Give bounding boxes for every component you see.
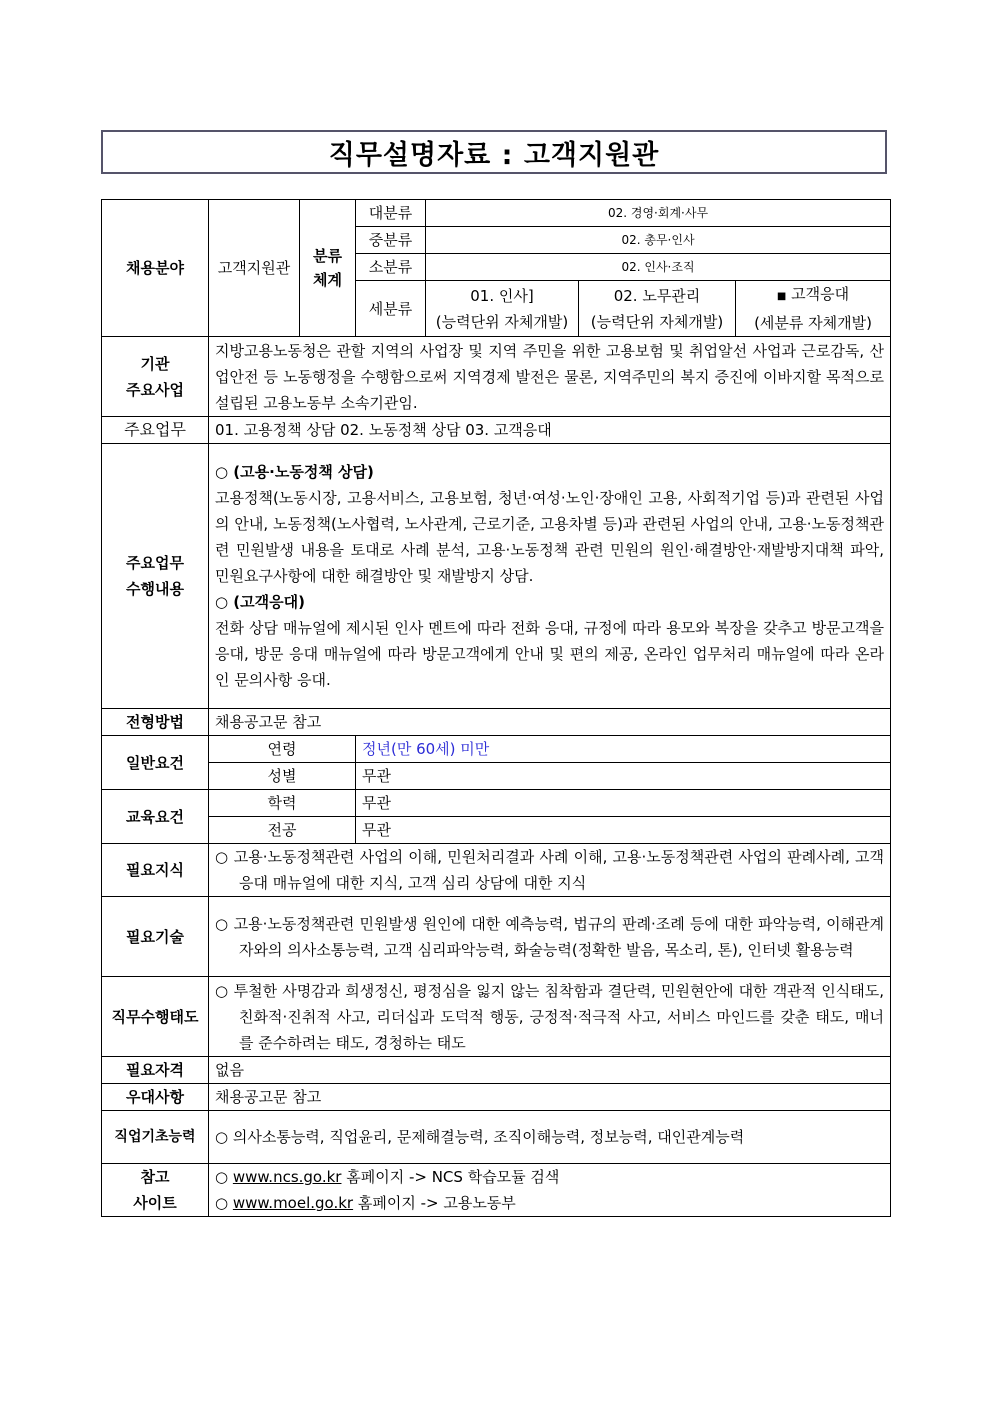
knowledge-text: ○ 고용·노동정책관련 사업의 이해, 민원처리결과 사례 이해, 고용·노동정책관련 사업의 판례사례, 고객응대 매뉴얼에 대한 지식, 고객 심리 상담에 대한 지식 (215, 848, 885, 892)
age-label: 연령 (209, 736, 356, 763)
minor-class-value: 02. 인사·조직 (426, 254, 891, 281)
ncs-link-suffix: 홈페이지 -> NCS 학습모듈 검색 (341, 1168, 560, 1186)
skill-cell (209, 897, 891, 977)
minor-class-label: 소분류 (356, 254, 426, 281)
qualification-label: 필요자격 (102, 1057, 209, 1084)
org-business-row (102, 337, 891, 417)
ncs-link[interactable]: www.ncs.go.kr (232, 1168, 342, 1186)
classification-label-line2: 체계 (313, 271, 342, 289)
major-class-label: 대분류 (356, 200, 426, 227)
major-class-value: 02. 경영·회계·사무 (426, 200, 891, 227)
duty-detail-label (102, 444, 209, 709)
main-duty-label: 주요업무 (102, 417, 209, 444)
org-business-label-line2: 주요사업 (126, 380, 184, 399)
document-title-box (101, 130, 887, 174)
general-age-row (102, 736, 891, 763)
duty-detail-row (102, 444, 891, 709)
major-label: 전공 (209, 817, 356, 844)
preference-text: 채용공고문 참고 (209, 1084, 891, 1111)
duty-detail-policy-text: 고용정책(노동시장, 고용서비스, 고용보험, 청년·여성·노인·장애인 고용, 사회적기업 등)과 관련된 사업의 안내, 노동정책(노사협력, 노사관계, 근로기준, 고용차별 등)과 관련된 사업의 안내, 고용·노동정책관련 민원발생 내용을 토대로 사례 분석, 고용·노동정책 관련 민원의 원인·해결방안·재발방지대책 파악, 민원요구사항에 대한 해결방안 및 재발방지 상담. (215, 489, 885, 585)
skill-row (102, 897, 891, 977)
moel-link-suffix: 홈페이지 -> 고용노동부 (353, 1194, 516, 1212)
middle-class-value: 02. 총무·인사 (426, 227, 891, 254)
preference-label: 우대사항 (102, 1084, 209, 1111)
basic-competency-label: 직업기초능력 (102, 1111, 209, 1164)
reference-item-moel (215, 1190, 884, 1216)
attitude-text: ○ 투철한 사명감과 희생정신, 평정심을 잃지 않는 침착함과 결단력, 민원현안에 대한 객관적 인식태도, 친화적·진취적 사고, 리더십과 도덕적 행동, 긍정적·적극적 사고, 서비스 마인드를 갖춘 태도, 매너를 준수하려는 태도, 경청하는 태도 (215, 981, 885, 1052)
reference-label-line2: 사이트 (133, 1194, 177, 1212)
reference-bullet: ○ (215, 1168, 229, 1186)
general-sex-row (102, 763, 891, 790)
moel-link[interactable]: www.moel.go.kr (232, 1194, 354, 1212)
selected-square-icon: ■ (776, 291, 787, 302)
knowledge-label: 필요지식 (102, 844, 209, 897)
detail-class-customer-note: (세분류 자체개발) (754, 314, 872, 332)
attitude-cell (209, 977, 891, 1057)
duty-detail-label-line2: 수행내용 (126, 580, 184, 598)
selection-text: 채용공고문 참고 (209, 709, 891, 736)
reference-bullet: ○ (215, 1194, 229, 1212)
skill-label: 필요기술 (102, 897, 209, 977)
detail-class-hr-name: 01. 인사] (470, 286, 534, 305)
main-duty-text: 01. 고용정책 상담 02. 노동정책 상담 03. 고객응대 (209, 417, 891, 444)
general-label: 일반요건 (102, 736, 209, 790)
classification-label-line1: 분류 (313, 247, 342, 265)
qualification-text: 없음 (209, 1057, 891, 1084)
sex-label: 성별 (209, 763, 356, 790)
field-label: 채용분야 (102, 200, 209, 337)
detail-class-customer (736, 281, 891, 337)
duty-detail-label-line1: 주요업무 (126, 554, 184, 572)
age-value: 정년(만 60세) 미만 (356, 736, 891, 763)
education-label: 교육요건 (102, 790, 209, 844)
duty-detail-heading-policy: ○ (고용·노동정책 상담) (215, 463, 374, 481)
field-value: 고객지원관 (209, 200, 300, 337)
main-duty-row (102, 417, 891, 444)
duty-detail-heading-customer: ○ (고객응대) (215, 593, 305, 611)
qualification-row (102, 1057, 891, 1084)
degree-label: 학력 (209, 790, 356, 817)
basic-competency-row (102, 1111, 891, 1164)
detail-class-hr-note: (능력단위 자체개발) (435, 312, 569, 331)
detail-class-customer-name: 고객응대 (791, 285, 850, 303)
middle-class-label: 중분류 (356, 227, 426, 254)
preference-row (102, 1084, 891, 1111)
job-description-table (101, 199, 891, 1217)
reference-label-line1: 참고 (140, 1168, 170, 1186)
degree-value: 무관 (356, 790, 891, 817)
detail-class-labor (579, 281, 736, 337)
detail-class-labor-note: (능력단위 자체개발) (590, 312, 724, 331)
duty-detail-customer-text: 전화 상담 매뉴얼에 제시된 인사 멘트에 따라 전화 응대, 규정에 따라 용모와 복장을 갖추고 방문고객을 응대, 방문 응대 매뉴얼에 따라 방문고객에게 안내 및 편의 제공, 온라인 업무처리 매뉴얼에 따라 온라인 문의사항 응대. (215, 619, 885, 689)
attitude-row (102, 977, 891, 1057)
knowledge-cell (209, 844, 891, 897)
selection-label: 전형방법 (102, 709, 209, 736)
org-business-label (102, 337, 209, 417)
education-major-row (102, 817, 891, 844)
org-business-label-line1: 기관 (140, 354, 170, 373)
reference-row (102, 1164, 891, 1217)
basic-competency-text: ○ 의사소통능력, 직업윤리, 문제해결능력, 조직이해능력, 정보능력, 대인관계능력 (209, 1111, 891, 1164)
org-business-text: 지방고용노동청은 관할 지역의 사업장 및 지역 주민을 위한 고용보험 및 취업알선 사업과 근로감독, 산업안전 등 노동행정을 수행함으로써 지역경제 발전은 물론, 지역주민의 복지 증진에 이바지할 목적으로 설립된 고용노동부 소속기관임. (209, 337, 891, 417)
detail-class-hr (426, 281, 579, 337)
document-title: 직무설명자료 : 고객지원관 (328, 139, 660, 171)
duty-detail-content (209, 444, 891, 709)
attitude-label: 직무수행태도 (102, 977, 209, 1057)
classification-label (300, 200, 356, 337)
selection-row (102, 709, 891, 736)
reference-cell (209, 1164, 891, 1217)
detail-class-label: 세분류 (356, 281, 426, 337)
reference-label (102, 1164, 209, 1217)
education-degree-row (102, 790, 891, 817)
classification-row-major (102, 200, 891, 227)
skill-text: ○ 고용·노동정책관련 민원발생 원인에 대한 예측능력, 법규의 판례·조례 등에 대한 파악능력, 이해관계자와의 의사소통능력, 고객 심리파악능력, 화술능력(정확한 발음, 목소리, 톤), 인터넷 활용능력 (215, 914, 885, 959)
knowledge-row (102, 844, 891, 897)
major-value: 무관 (356, 817, 891, 844)
sex-value: 무관 (356, 763, 891, 790)
detail-class-labor-name: 02. 노무관리 (613, 286, 701, 305)
reference-item-ncs (215, 1164, 884, 1190)
